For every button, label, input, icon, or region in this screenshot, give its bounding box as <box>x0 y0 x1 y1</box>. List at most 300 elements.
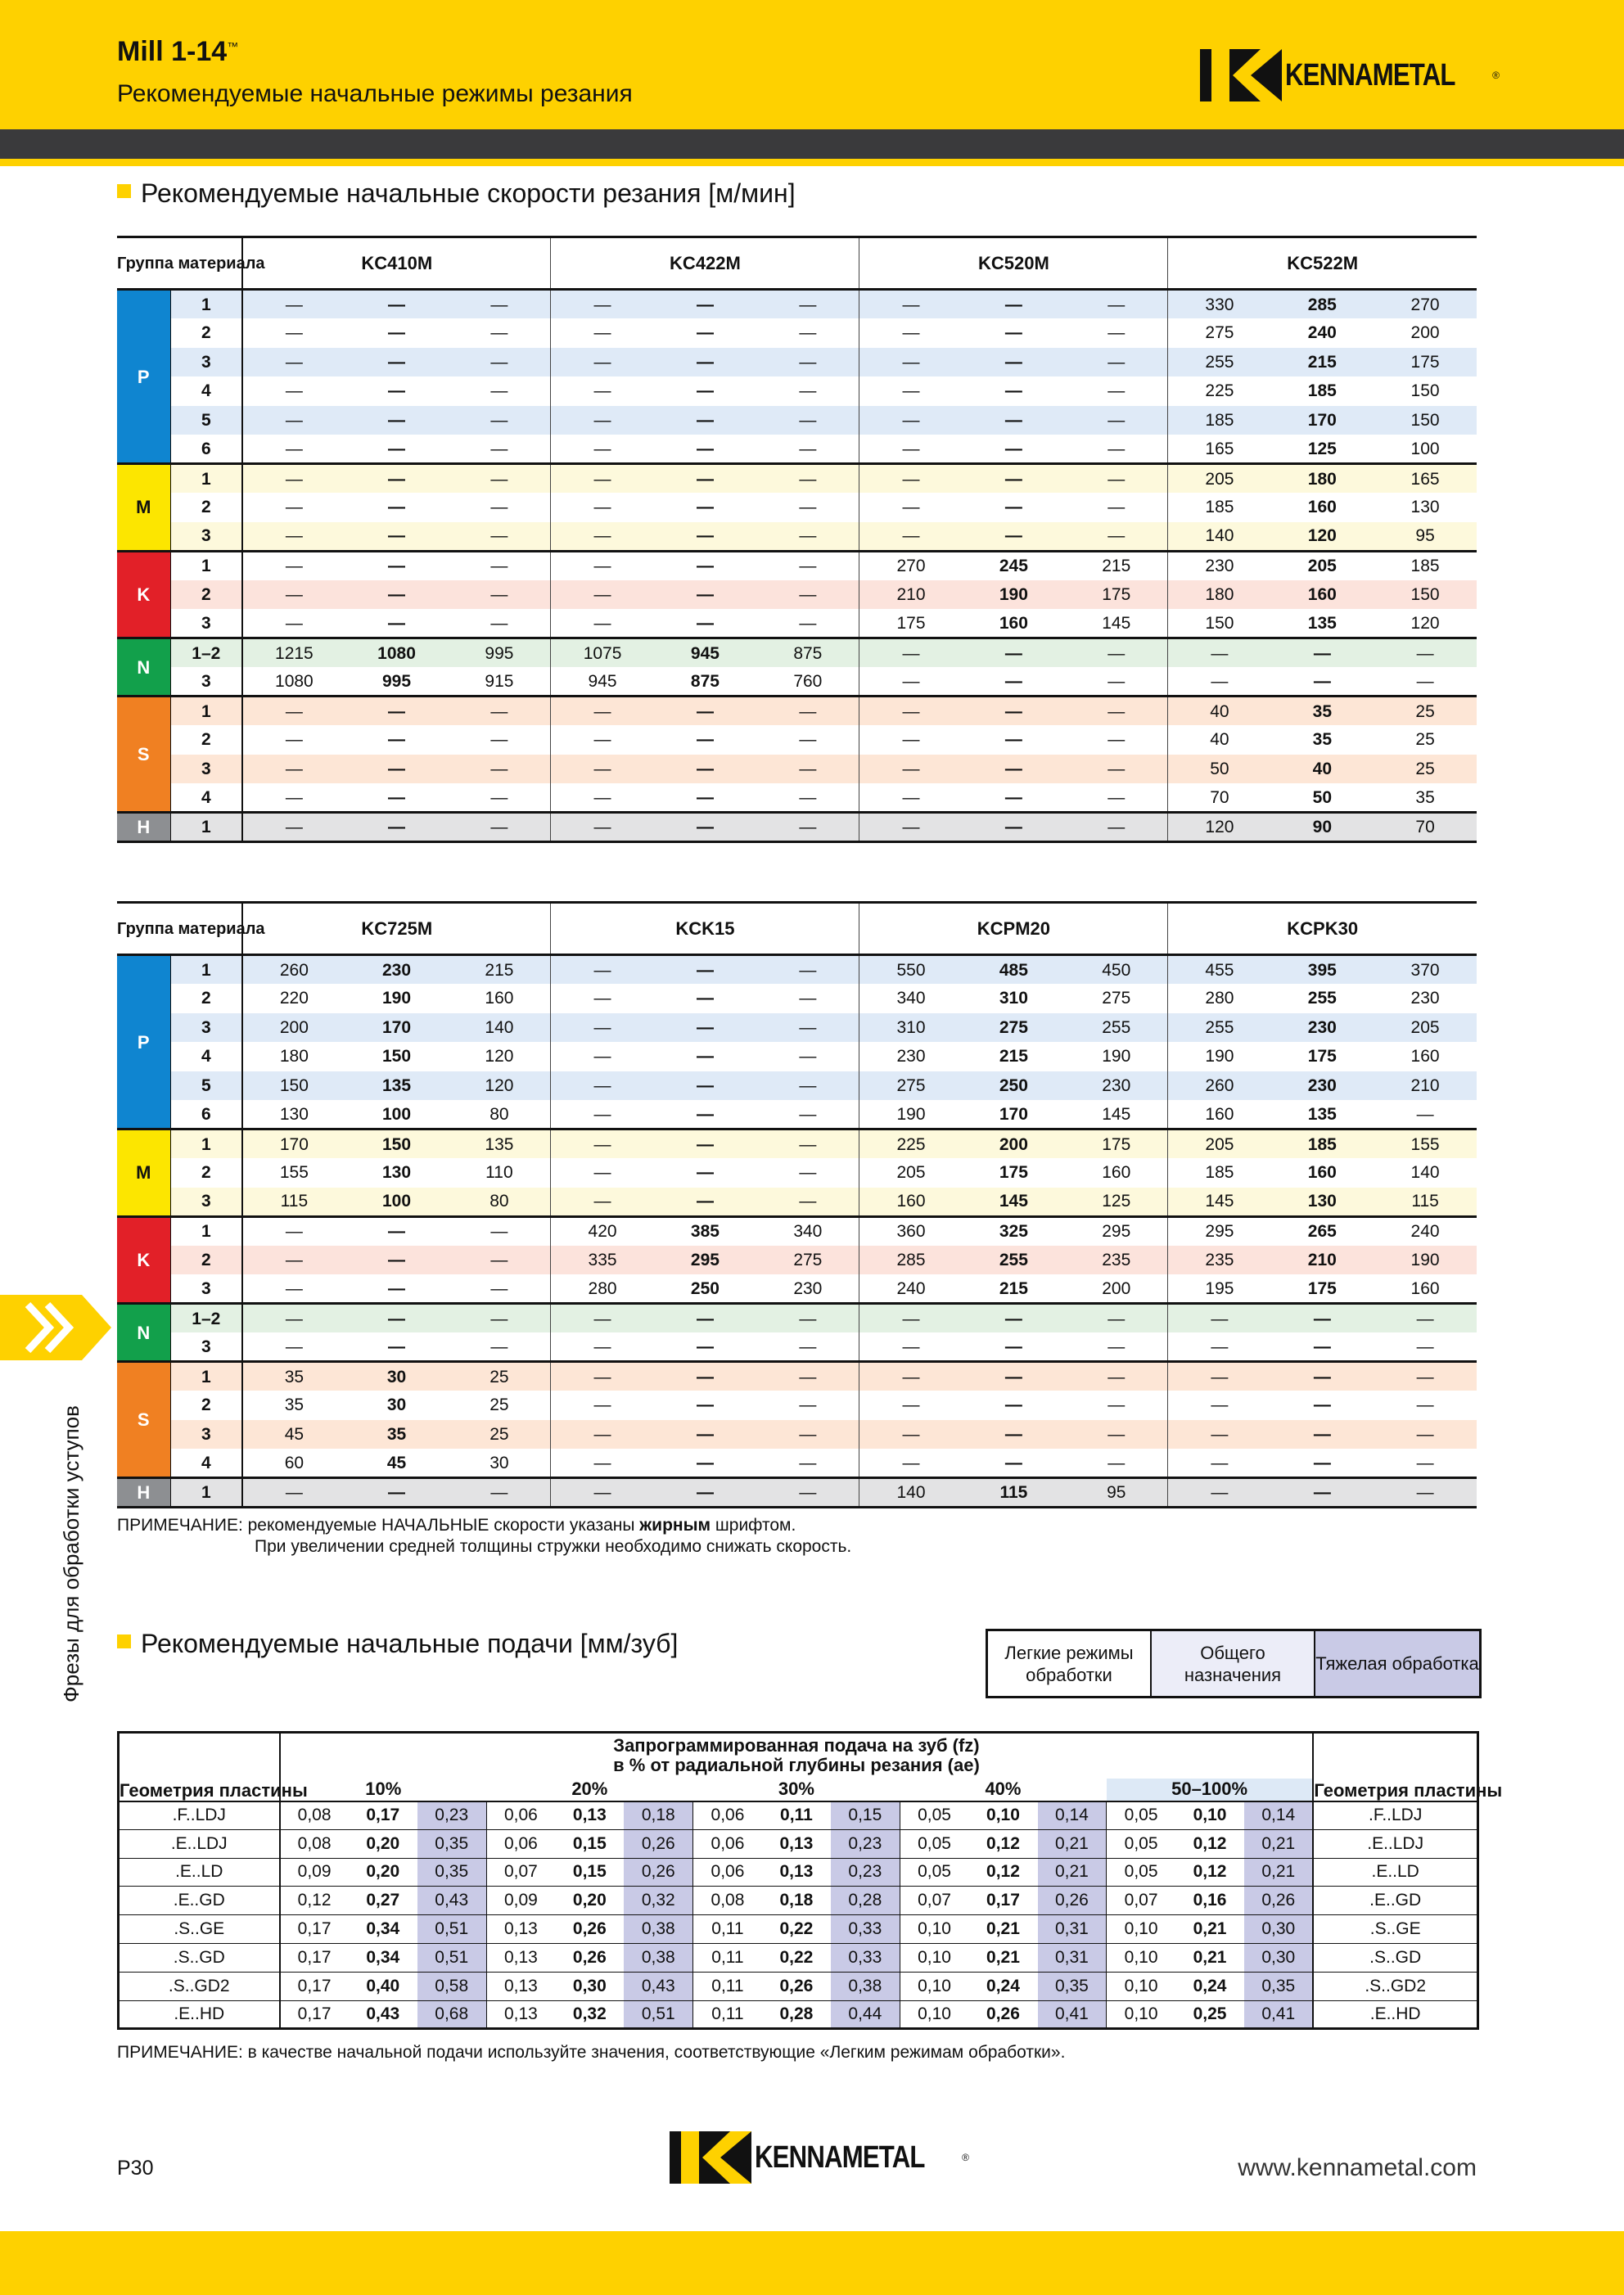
table-row <box>119 1887 1478 1915</box>
speed-cell: 210 <box>1374 1071 1477 1101</box>
feed-cell: 0,30 <box>1244 1915 1313 1944</box>
speed-cell: 275 <box>859 1071 963 1101</box>
speed-cell: — <box>654 376 757 406</box>
speed-cell: — <box>448 755 551 784</box>
feed-cell: 0,30 <box>555 1972 624 2000</box>
subgroup-cell: 6 <box>170 435 242 464</box>
speed-cell: 760 <box>756 667 859 697</box>
feed-cell: 0,06 <box>693 1858 762 1887</box>
speed-cell: — <box>963 1304 1066 1333</box>
table-row <box>117 1013 1477 1043</box>
feed-cell: 0,11 <box>693 1943 762 1972</box>
speed-cell: 185 <box>1271 1129 1374 1159</box>
speed-cell: 1075 <box>551 638 654 668</box>
speed-cell: 120 <box>1168 813 1271 842</box>
speed-cell: 285 <box>859 1246 963 1275</box>
speed-cell: — <box>1065 435 1168 464</box>
geometry-cell: .S..GD <box>119 1943 280 1972</box>
geometry-cell: .S..GE <box>1313 1915 1477 1944</box>
speed-cell: — <box>654 1449 757 1478</box>
speed-cell: — <box>345 376 449 406</box>
speed-cell: 125 <box>1271 435 1374 464</box>
speed-cell: 270 <box>859 551 963 580</box>
speed-cell: 195 <box>1168 1274 1271 1304</box>
speed-cell: — <box>1065 376 1168 406</box>
feed-cell: 0,10 <box>900 2000 968 2029</box>
speed-cell: — <box>654 1188 757 1217</box>
speed-cell: — <box>859 376 963 406</box>
table-row <box>117 1332 1477 1362</box>
feed-cell: 0,10 <box>1175 1801 1244 1830</box>
feed-cell: 0,43 <box>624 1972 692 2000</box>
feed-cell: 0,10 <box>1107 1915 1175 1944</box>
speed-cell: 875 <box>654 667 757 697</box>
speed-cell: 175 <box>1271 1042 1374 1071</box>
speed-cell: — <box>345 290 449 319</box>
speed-cell: 190 <box>859 1100 963 1129</box>
speed-note: ПРИМЕЧАНИЕ: рекомендуемые НАЧАЛЬНЫЕ скорости указаны жирным шрифтом. <box>117 1516 796 1535</box>
speed-cell: — <box>551 1071 654 1101</box>
speed-cell: 35 <box>1271 697 1374 726</box>
speed-cell: 230 <box>1374 984 1477 1013</box>
group-cell: P <box>117 290 170 464</box>
table-row <box>117 348 1477 377</box>
feed-cell: 0,21 <box>1244 1829 1313 1858</box>
geometry-cell: .E..LD <box>119 1858 280 1887</box>
speed-cell: 295 <box>1168 1216 1271 1246</box>
table-row <box>117 435 1477 464</box>
subgroup-cell: 1 <box>170 1129 242 1159</box>
speed-cell: 160 <box>1271 1158 1374 1188</box>
speed-cell: 1215 <box>242 638 345 668</box>
geometry-cell: .S..GD2 <box>119 1972 280 2000</box>
speed-cell: — <box>654 551 757 580</box>
page-footer-band <box>0 2231 1624 2295</box>
page-subtitle: Рекомендуемые начальные режимы резания <box>117 80 633 107</box>
speed-cell: 45 <box>242 1420 345 1450</box>
grade-header: KCPK30 <box>1168 903 1477 955</box>
speed-cell: 180 <box>1168 580 1271 610</box>
speed-cell: 235 <box>1065 1246 1168 1275</box>
speed-cell: 190 <box>963 580 1066 610</box>
speed-cell: — <box>1374 1304 1477 1333</box>
side-section-label: Фрезы для обработки уступов <box>59 1405 83 1702</box>
speed-cell: 175 <box>859 609 963 638</box>
speed-cell: — <box>551 376 654 406</box>
speed-cell: 25 <box>1374 755 1477 784</box>
speed-cell: — <box>1065 1304 1168 1333</box>
feed-cell: 0,17 <box>968 1887 1037 1915</box>
feed-cell: 0,30 <box>1244 1943 1313 1972</box>
group-cell: K <box>117 1216 170 1304</box>
feed-cell: 0,13 <box>486 1972 555 2000</box>
feed-cell: 0,31 <box>1038 1915 1107 1944</box>
speed-cell: — <box>345 406 449 435</box>
speed-cell: 310 <box>963 984 1066 1013</box>
speed-cell: 240 <box>1271 318 1374 348</box>
table-row <box>117 725 1477 755</box>
geometry-header: Геометрия пластины <box>119 1733 280 1801</box>
speed-cell: 135 <box>1271 609 1374 638</box>
speed-cell: 190 <box>1374 1246 1477 1275</box>
speed-cell: — <box>859 493 963 522</box>
table-row <box>117 667 1477 697</box>
feed-cell: 0,34 <box>349 1915 417 1944</box>
speed-cell: 205 <box>1271 551 1374 580</box>
feed-cell: 0,20 <box>555 1887 624 1915</box>
speed-cell: — <box>551 697 654 726</box>
table-row <box>117 1071 1477 1101</box>
group-cell: N <box>117 1304 170 1362</box>
geometry-cell: .E..LDJ <box>119 1829 280 1858</box>
feed-cell: 0,32 <box>624 1887 692 1915</box>
speed-cell: 180 <box>242 1042 345 1071</box>
speed-cell: — <box>242 406 345 435</box>
table-row <box>119 1943 1478 1972</box>
speed-cell: — <box>654 464 757 494</box>
speed-cell: 100 <box>1374 435 1477 464</box>
speed-cell: 165 <box>1374 464 1477 494</box>
geometry-cell: .E..GD <box>1313 1887 1477 1915</box>
speed-cell: — <box>242 551 345 580</box>
feed-cell: 0,10 <box>1107 1943 1175 1972</box>
speed-cell: — <box>859 348 963 377</box>
table-row <box>117 318 1477 348</box>
speed-cell: — <box>654 1362 757 1391</box>
feed-cell: 0,33 <box>831 1915 900 1944</box>
subgroup-cell: 3 <box>170 348 242 377</box>
table-row <box>117 1188 1477 1217</box>
speed-cell: — <box>756 290 859 319</box>
speed-cell: — <box>1065 1449 1168 1478</box>
feed-cell: 0,14 <box>1244 1801 1313 1830</box>
speed-cell: — <box>551 348 654 377</box>
speed-cell: 70 <box>1168 783 1271 813</box>
speed-cell: 295 <box>654 1246 757 1275</box>
speed-cell: 45 <box>345 1449 449 1478</box>
speed-cell: — <box>1374 1391 1477 1420</box>
footer-kennametal-logo: KENNAMETAL ® <box>670 2131 969 2184</box>
feed-cell: 0,43 <box>349 2000 417 2029</box>
speed-cell: — <box>756 522 859 552</box>
speed-cell: — <box>448 318 551 348</box>
feed-cell: 0,26 <box>555 1915 624 1944</box>
speed-cell: — <box>756 1420 859 1450</box>
subgroup-cell: 2 <box>170 984 242 1013</box>
table-row <box>117 755 1477 784</box>
speed-table-1 <box>117 236 1477 843</box>
speed-cell: — <box>448 697 551 726</box>
speed-cell: — <box>1271 1362 1374 1391</box>
speed-cell: — <box>551 1304 654 1333</box>
speed-cell: — <box>551 290 654 319</box>
subgroup-cell: 1 <box>170 1362 242 1391</box>
speed-cell: — <box>859 1420 963 1450</box>
feed-cell: 0,41 <box>1038 2000 1107 2029</box>
kennametal-k-mark-icon <box>670 2131 751 2184</box>
speed-cell: 995 <box>448 638 551 668</box>
speed-cell: — <box>756 1332 859 1362</box>
subgroup-cell: 2 <box>170 580 242 610</box>
speed-cell: 160 <box>1065 1158 1168 1188</box>
feed-cell: 0,13 <box>486 2000 555 2029</box>
speed-cell: — <box>654 984 757 1013</box>
speed-cell: — <box>242 1478 345 1508</box>
speed-cell: — <box>551 755 654 784</box>
percent-header: 20% <box>486 1779 693 1801</box>
speed-cell: — <box>242 783 345 813</box>
speed-cell: — <box>242 464 345 494</box>
feed-cell: 0,20 <box>349 1858 417 1887</box>
feed-cell: 0,22 <box>762 1943 831 1972</box>
subgroup-cell: 2 <box>170 1158 242 1188</box>
product-title: Mill 1-14™ <box>117 36 239 67</box>
speed-cell: — <box>345 1274 449 1304</box>
speed-cell: — <box>859 318 963 348</box>
speed-cell: 260 <box>1168 1071 1271 1101</box>
feed-cell: 0,05 <box>900 1801 968 1830</box>
speed-cell: 160 <box>1374 1042 1477 1071</box>
speed-cell: 130 <box>1271 1188 1374 1217</box>
speed-cell: — <box>1271 1304 1374 1333</box>
speed-cell: — <box>756 697 859 726</box>
speed-cell: — <box>756 1304 859 1333</box>
speed-cell: 210 <box>859 580 963 610</box>
speed-cell: — <box>654 522 757 552</box>
speed-cell: — <box>551 984 654 1013</box>
website-link[interactable]: www.kennametal.com <box>1238 2154 1477 2181</box>
speed-cell: 485 <box>963 955 1066 985</box>
speed-cell: 130 <box>1374 493 1477 522</box>
speed-cell: — <box>345 725 449 755</box>
percent-header: 50–100% <box>1107 1779 1314 1801</box>
table-row <box>117 1449 1477 1478</box>
speed-cell: — <box>448 348 551 377</box>
speed-cell: — <box>1065 493 1168 522</box>
speed-cell: — <box>654 697 757 726</box>
subgroup-cell: 1–2 <box>170 1304 242 1333</box>
feed-cell: 0,51 <box>624 2000 692 2029</box>
speed-cell: — <box>654 1391 757 1420</box>
speed-cell: — <box>756 406 859 435</box>
speed-cell: — <box>448 290 551 319</box>
speed-cell: — <box>1374 1332 1477 1362</box>
feed-cell: 0,10 <box>900 1943 968 1972</box>
speed-cell: 30 <box>448 1449 551 1478</box>
speed-cell: 150 <box>345 1129 449 1159</box>
speed-cell: — <box>963 493 1066 522</box>
speed-cell: — <box>242 493 345 522</box>
speed-cell: 120 <box>1271 522 1374 552</box>
subgroup-cell: 1 <box>170 464 242 494</box>
speed-cell: 35 <box>242 1391 345 1420</box>
speed-cell: — <box>756 725 859 755</box>
speed-cell: 35 <box>242 1362 345 1391</box>
feed-cell: 0,17 <box>280 1943 349 1972</box>
group-cell: H <box>117 1478 170 1508</box>
speed-cell: 25 <box>448 1420 551 1450</box>
feed-cell: 0,38 <box>831 1972 900 2000</box>
feed-cell: 0,26 <box>624 1858 692 1887</box>
speed-cell: 295 <box>1065 1216 1168 1246</box>
speed-cell: 150 <box>242 1071 345 1101</box>
table-row <box>119 1829 1478 1858</box>
speed-cell: 115 <box>1374 1188 1477 1217</box>
speed-cell: — <box>654 580 757 610</box>
feed-cell: 0,13 <box>762 1829 831 1858</box>
subgroup-cell: 3 <box>170 1420 242 1450</box>
speed-cell: — <box>1374 1100 1477 1129</box>
speed-cell: 185 <box>1374 551 1477 580</box>
speed-cell: 160 <box>1168 1100 1271 1129</box>
speed-cell: — <box>1065 406 1168 435</box>
speed-note-line2: При увеличении средней толщины стружки необходимо снижать скорость. <box>255 1537 852 1556</box>
subgroup-cell: 3 <box>170 609 242 638</box>
grade-header: KC520M <box>859 237 1168 290</box>
table-row <box>119 2000 1478 2029</box>
speed-cell: 25 <box>1374 725 1477 755</box>
speed-cell: — <box>654 318 757 348</box>
table-row <box>117 984 1477 1013</box>
speed-cell: — <box>1065 755 1168 784</box>
feed-cell: 0,11 <box>762 1801 831 1830</box>
feed-cell: 0,23 <box>831 1829 900 1858</box>
subgroup-cell: 5 <box>170 406 242 435</box>
speed-cell: — <box>654 406 757 435</box>
speed-cell: — <box>242 1274 345 1304</box>
speed-cell: 280 <box>1168 984 1271 1013</box>
speed-cell: — <box>1065 783 1168 813</box>
subgroup-cell: 3 <box>170 522 242 552</box>
speed-cell: — <box>756 1013 859 1043</box>
legend-heavy: Тяжелая обработка <box>1315 1631 1479 1696</box>
speed-cell: 140 <box>448 1013 551 1043</box>
feed-cell: 0,17 <box>349 1801 417 1830</box>
feed-cell: 0,11 <box>693 1915 762 1944</box>
group-cell: S <box>117 697 170 813</box>
subgroup-cell: 2 <box>170 1391 242 1420</box>
feed-cell: 0,05 <box>1107 1829 1175 1858</box>
speed-cell: — <box>551 580 654 610</box>
feed-header-line2: в % от радиальной глубины резания (ae) <box>613 1755 980 1776</box>
speed-cell: 200 <box>242 1013 345 1043</box>
speed-cell: 135 <box>345 1071 449 1101</box>
speed-cell: — <box>963 755 1066 784</box>
speed-cell: — <box>963 725 1066 755</box>
speed-cell: — <box>654 290 757 319</box>
feed-cell: 0,18 <box>624 1801 692 1830</box>
speed-cell: 235 <box>1168 1246 1271 1275</box>
speed-cell: — <box>345 697 449 726</box>
speed-cell: 155 <box>1374 1129 1477 1159</box>
grade-header: KC725M <box>242 903 551 955</box>
table-header-row <box>117 903 1477 955</box>
speed-cell: 875 <box>756 638 859 668</box>
feed-cell: 0,12 <box>968 1858 1037 1887</box>
speed-cell: — <box>654 755 757 784</box>
speed-cell: — <box>654 1100 757 1129</box>
feed-cell: 0,51 <box>417 1915 486 1944</box>
speed-cell: — <box>859 1449 963 1478</box>
subgroup-cell: 4 <box>170 1449 242 1478</box>
speed-cell: — <box>1374 1449 1477 1478</box>
feed-cell: 0,17 <box>280 1915 349 1944</box>
table-row <box>117 1362 1477 1391</box>
speed-cell: 160 <box>448 984 551 1013</box>
speed-cell: — <box>345 783 449 813</box>
speed-cell: 265 <box>1271 1216 1374 1246</box>
table-row <box>117 1274 1477 1304</box>
speed-cell: — <box>448 1246 551 1275</box>
speed-cell: — <box>654 348 757 377</box>
speed-cell: 275 <box>963 1013 1066 1043</box>
feed-table <box>117 1731 1503 2030</box>
speed-cell: 385 <box>654 1216 757 1246</box>
feed-cell: 0,35 <box>1244 1972 1313 2000</box>
speed-cell: — <box>1271 1332 1374 1362</box>
speed-cell: 995 <box>345 667 449 697</box>
speed-cell: — <box>345 522 449 552</box>
speed-cell: 130 <box>345 1158 449 1188</box>
yellow-square-icon <box>117 1634 131 1648</box>
feed-cell: 0,38 <box>624 1943 692 1972</box>
feed-cell: 0,07 <box>1107 1887 1175 1915</box>
speed-cell: 550 <box>859 955 963 985</box>
speed-cell: — <box>756 1158 859 1188</box>
grade-header: KC410M <box>242 237 551 290</box>
speed-cell: — <box>859 406 963 435</box>
speed-cell: 70 <box>1374 813 1477 842</box>
speed-cell: 240 <box>859 1274 963 1304</box>
speed-cell: 135 <box>1271 1100 1374 1129</box>
speed-cell: 185 <box>1168 493 1271 522</box>
speed-cell: 285 <box>1271 290 1374 319</box>
speed-cell: 330 <box>1168 290 1271 319</box>
feed-cell: 0,14 <box>1038 1801 1107 1830</box>
speed-cell: — <box>448 1478 551 1508</box>
legend-general: Общего назначения <box>1152 1631 1315 1696</box>
speed-cell: — <box>1065 813 1168 842</box>
speed-cell: — <box>551 1013 654 1043</box>
speed-cell: 175 <box>963 1158 1066 1188</box>
feed-cell: 0,41 <box>1244 2000 1313 2029</box>
percent-header: 30% <box>693 1779 900 1801</box>
speed-cell: — <box>345 493 449 522</box>
speed-cell: — <box>654 1304 757 1333</box>
feed-cell: 0,28 <box>831 1887 900 1915</box>
geometry-cell: .F..LDJ <box>1313 1801 1477 1830</box>
subgroup-cell: 3 <box>170 667 242 697</box>
grade-header: KC522M <box>1168 237 1477 290</box>
geometry-cell: .E..LD <box>1313 1858 1477 1887</box>
speed-cell: 170 <box>963 1100 1066 1129</box>
speed-cell: 220 <box>242 984 345 1013</box>
feed-cell: 0,05 <box>900 1858 968 1887</box>
kennametal-k-mark-icon <box>1200 49 1282 101</box>
speed-cell: 205 <box>859 1158 963 1188</box>
speed-cell: — <box>756 813 859 842</box>
speed-cell: — <box>1065 1420 1168 1450</box>
speed-cell: — <box>448 376 551 406</box>
speed-cell: — <box>345 435 449 464</box>
feed-cell: 0,11 <box>693 2000 762 2029</box>
speed-cell: — <box>859 783 963 813</box>
feed-cell: 0,38 <box>624 1915 692 1944</box>
feed-cell: 0,06 <box>486 1829 555 1858</box>
table-row <box>117 697 1477 726</box>
speed-cell: 275 <box>1168 318 1271 348</box>
header-dark-band <box>0 129 1624 159</box>
